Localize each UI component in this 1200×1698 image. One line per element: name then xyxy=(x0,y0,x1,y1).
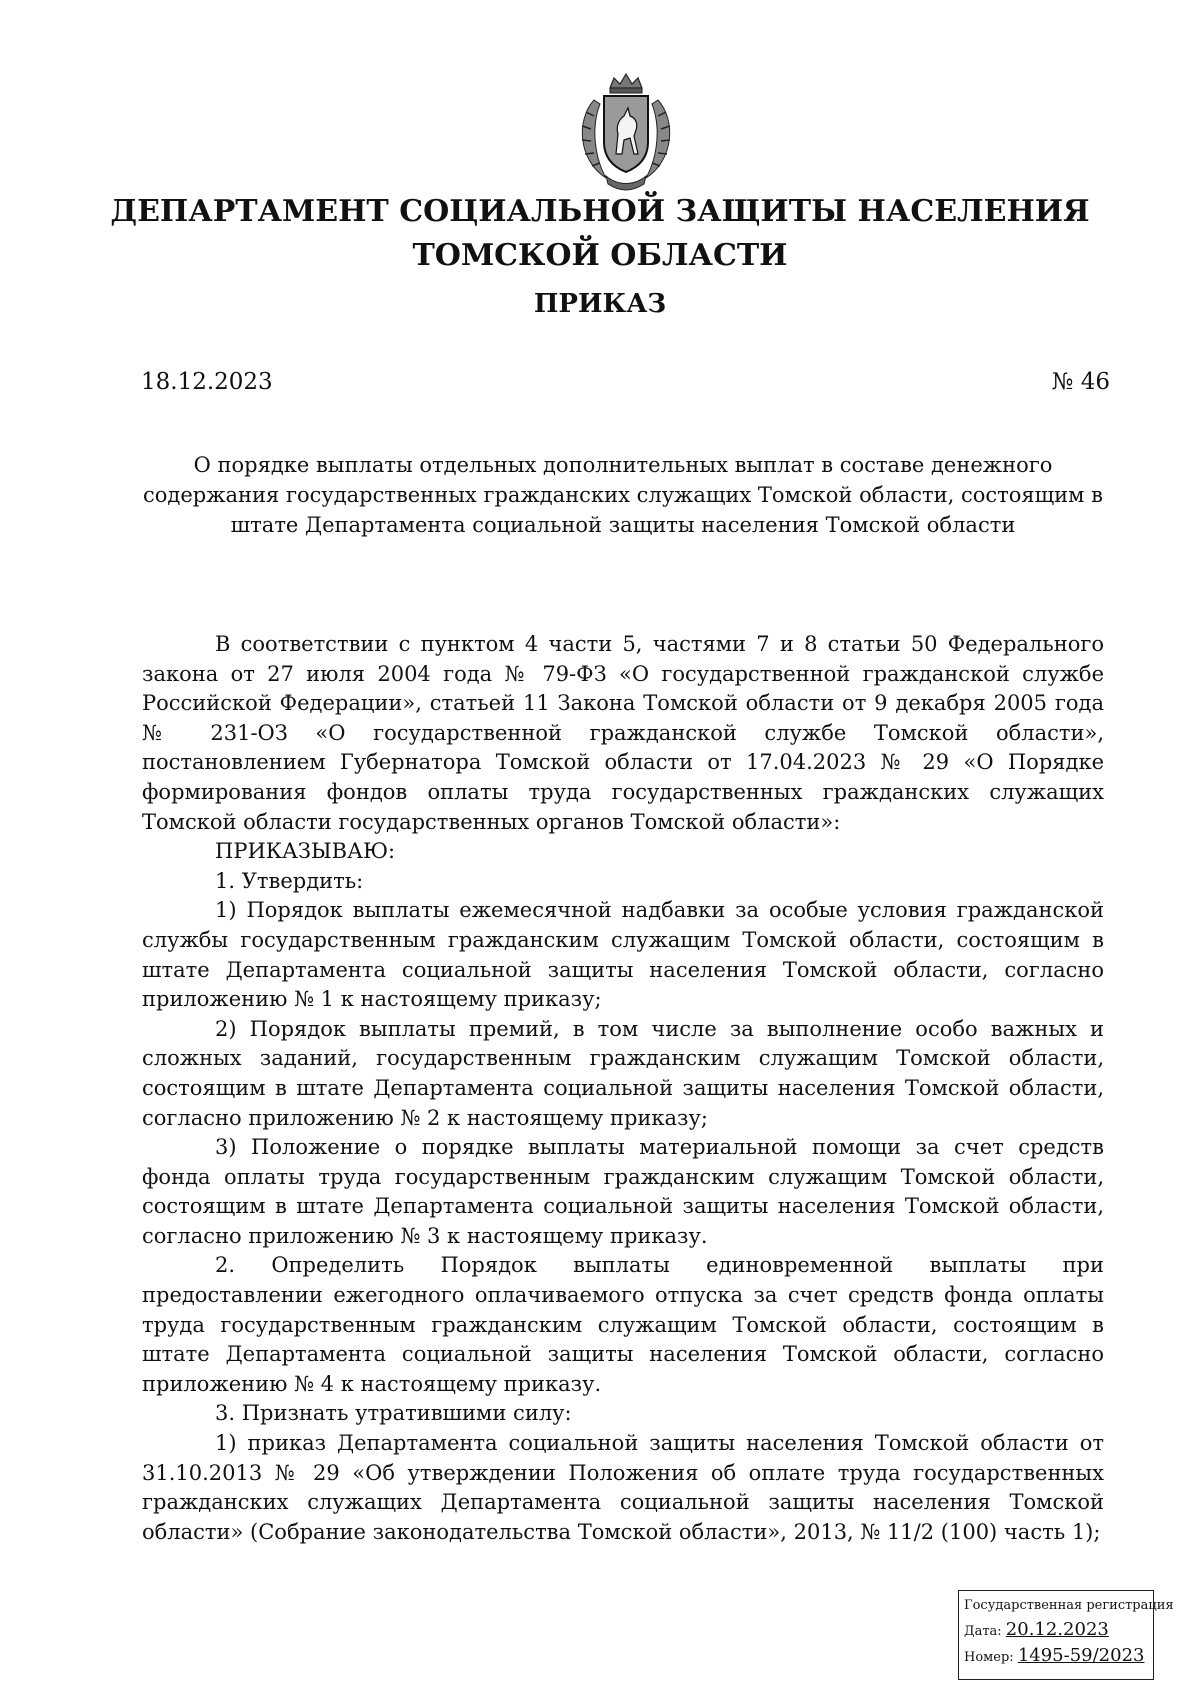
body-paragraph-item-1: 1. Утвердить: xyxy=(215,868,364,893)
order-date: 18.12.2023 xyxy=(141,369,273,395)
body-paragraph-item-1-2: 2) Порядок выплаты премий, в том числе за выполнение особо важных и сложных заданий, государственным гражданским служащим Томской области, состоящим в штате Департамента социальной защиты населения Томской области, согласно приложению № 2 к настоящему приказу; xyxy=(142,1016,1104,1130)
registration-date-row xyxy=(964,1618,1148,1644)
coat-of-arms-emblem xyxy=(566,70,686,194)
registration-number-value: 1495-59/2023 xyxy=(1017,1645,1145,1666)
body-paragraph-preamble: В соответствии с пунктом 4 части 5, частями 7 и 8 статьи 50 Федерального закона от 27 июля 2004 года № 79-ФЗ «О государственной гражданской службе Российской Федерации», статьей 11 Закона Томской области от 9 декабря 2005 года № 231-ОЗ «О государственной гражданской службе Томской области», постановлением Губернатора Томской области от 17.04.2023 № 29 «О Порядке формирования фондов оплаты труда государственных гражданских служащих Томской области государственных органов Томской области»: xyxy=(142,632,1104,834)
registration-date-label: Дата: xyxy=(964,1624,1002,1639)
body-paragraph-item-1-1: 1) Порядок выплаты ежемесячной надбавки за особые условия гражданской службы государственным гражданским служащим Томской области, состоящим в штате Департамента социальной защиты населения Томской области, согласно приложению № 1 к настоящему приказу; xyxy=(142,898,1104,1012)
document-type: ПРИКАЗ xyxy=(533,289,667,319)
order-body xyxy=(142,630,1104,1547)
body-paragraph-order: ПРИКАЗЫВАЮ: xyxy=(215,839,396,864)
registration-number-row xyxy=(964,1644,1148,1670)
department-title xyxy=(100,190,1100,278)
registration-stamp xyxy=(958,1590,1174,1680)
body-paragraph-item-3-1: 1) приказ Департамента социальной защиты населения Томской области от 31.10.2013 № 29 «Об утверждении Положения об оплате труда государственных гражданских служащих Департамента социальной защиты населения Томской области» (Собрание законодательства Томской области», 2013, № 11/2 (100) часть 1); xyxy=(142,1431,1104,1544)
registration-title: Государственная регистрация xyxy=(964,1598,1174,1613)
order-subject: О порядке выплаты отдельных дополнительных выплат в составе денежного содержания государственных гражданских служащих Томской области, состоящим в штате Департамента социальной защиты населения Томской области xyxy=(142,453,1104,537)
body-paragraph-item-1-3: 3) Положение о порядке выплаты материальной помощи за счет средств фонда оплаты труда государственным гражданским служащим Томской области, состоящим в штате Департамента социальной защиты населения Томской области, согласно приложению № 3 к настоящему приказу. xyxy=(142,1135,1104,1248)
department-title-line2: ТОМСКОЙ ОБЛАСТИ xyxy=(412,238,788,273)
body-paragraph-item-3: 3. Признать утратившими силу: xyxy=(215,1401,572,1426)
body-paragraph-item-2: 2. Определить Порядок выплаты единовременной выплаты при предоставлении ежегодного оплачиваемого отпуска за счет средств фонда оплаты труда государственным гражданским служащим Томской области, состоящим в штате Департамента социальной защиты населения Томской области, согласно приложению № 4 к настоящему приказу. xyxy=(142,1253,1104,1396)
registration-number-label: Номер: xyxy=(964,1650,1014,1665)
registration-date-value: 20.12.2023 xyxy=(1005,1619,1109,1640)
department-title-line1: ДЕПАРТАМЕНТ СОЦИАЛЬНОЙ ЗАЩИТЫ НАСЕЛЕНИЯ xyxy=(110,194,1090,229)
order-number: № 46 xyxy=(1051,369,1110,395)
